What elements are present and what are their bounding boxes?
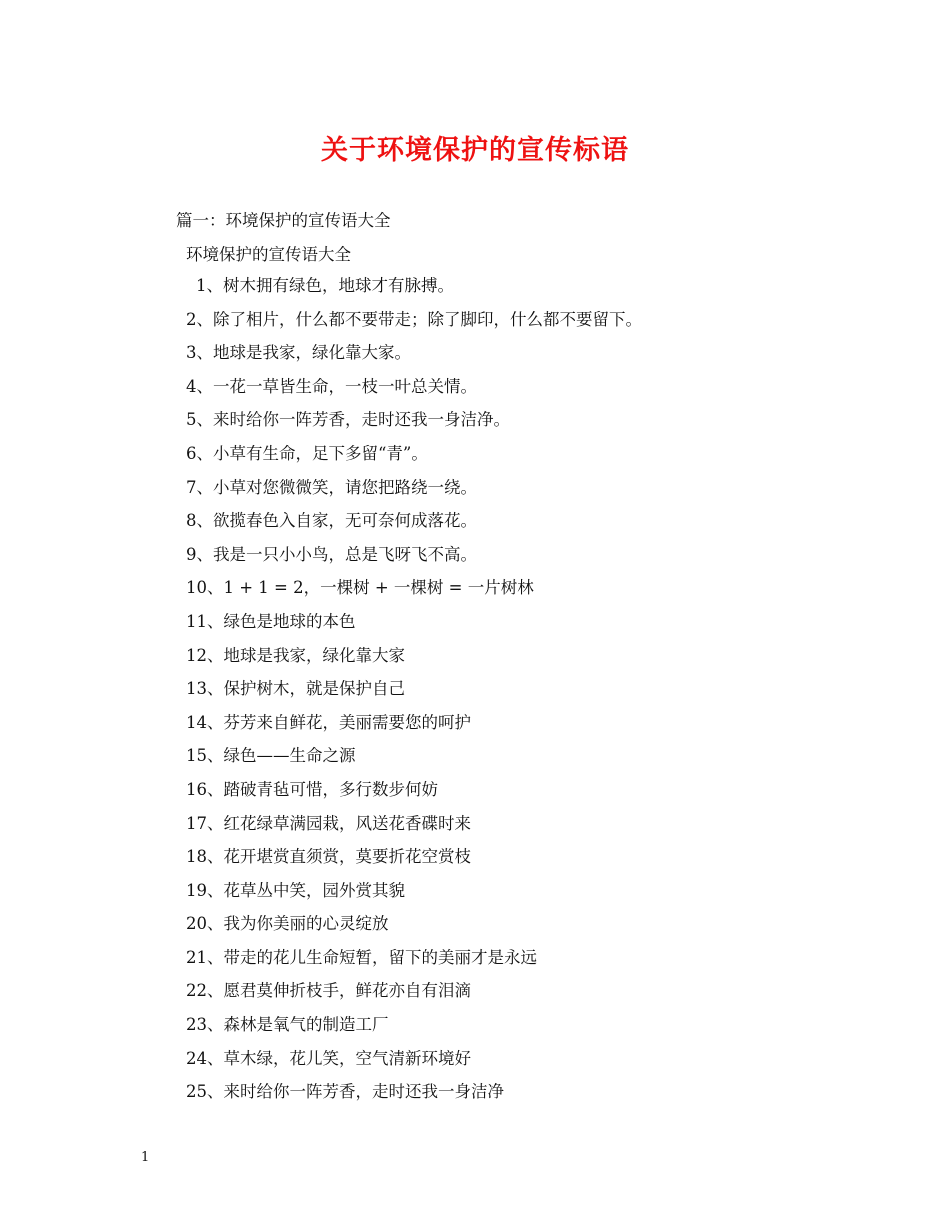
list-item: 20、我为你美丽的心灵绽放 (186, 914, 389, 934)
list-item: 21、带走的花儿生命短暂，留下的美丽才是永远 (186, 947, 537, 967)
list-item: 11、绿色是地球的本色 (186, 611, 356, 631)
list-item: 13、保护树木，就是保护自己 (186, 679, 405, 699)
list-item: 1、树木拥有绿色，地球才有脉搏。 (196, 276, 454, 295)
list-item: 8、欲揽春色入自家，无可奈何成落花。 (186, 511, 477, 531)
list-item: 14、芬芳来自鲜花，美丽需要您的呵护 (186, 712, 471, 732)
page-number: 1 (141, 1150, 150, 1165)
list-item: 2、除了相片，什么都不要带走；除了脚印，什么都不要留下。 (186, 309, 642, 329)
list-item: 3、地球是我家，绿化靠大家。 (186, 343, 411, 363)
page-title: 关于环境保护的宣传标语 (321, 135, 629, 166)
list-item: 16、踏破青毡可惜，多行数步何妨 (186, 779, 438, 799)
list-item: 15、绿色——生命之源 (186, 746, 356, 766)
list-item: 12、地球是我家，绿化靠大家 (186, 645, 405, 665)
list-item: 25、来时给你一阵芳香，走时还我一身洁净 (186, 1082, 504, 1102)
list-item: 18、花开堪赏直须赏，莫要折花空赏枝 (186, 847, 471, 867)
list-item: 23、森林是氧气的制造工厂 (186, 1015, 389, 1035)
list-item: 5、来时给你一阵芳香，走时还我一身洁净。 (186, 410, 510, 430)
list-item: 4、一花一草皆生命，一枝一叶总关情。 (186, 376, 477, 396)
list-item: 17、红花绿草满园栽，风送花香碟时来 (186, 813, 471, 833)
list-item: 6、小草有生命，足下多留“青”。 (186, 443, 428, 463)
list-item: 10、1 + 1 = 2，一棵树 + 一棵树 = 一片树林 (186, 578, 534, 598)
list-item: 19、花草丛中笑，园外赏其貌 (186, 880, 405, 900)
list-item: 7、小草对您微微笑，请您把路绕一绕。 (186, 477, 477, 497)
subheading: 环境保护的宣传语大全 (186, 245, 351, 264)
list-item: 9、我是一只小小鸟，总是飞呀飞不高。 (186, 544, 477, 564)
slogan-list (186, 275, 642, 1115)
list-item: 24、草木绿，花儿笑，空气清新环境好 (186, 1048, 471, 1068)
section-heading: 篇一：环境保护的宣传语大全 (176, 211, 391, 230)
list-item: 22、愿君莫伸折枝手，鲜花亦自有泪滴 (186, 981, 471, 1001)
